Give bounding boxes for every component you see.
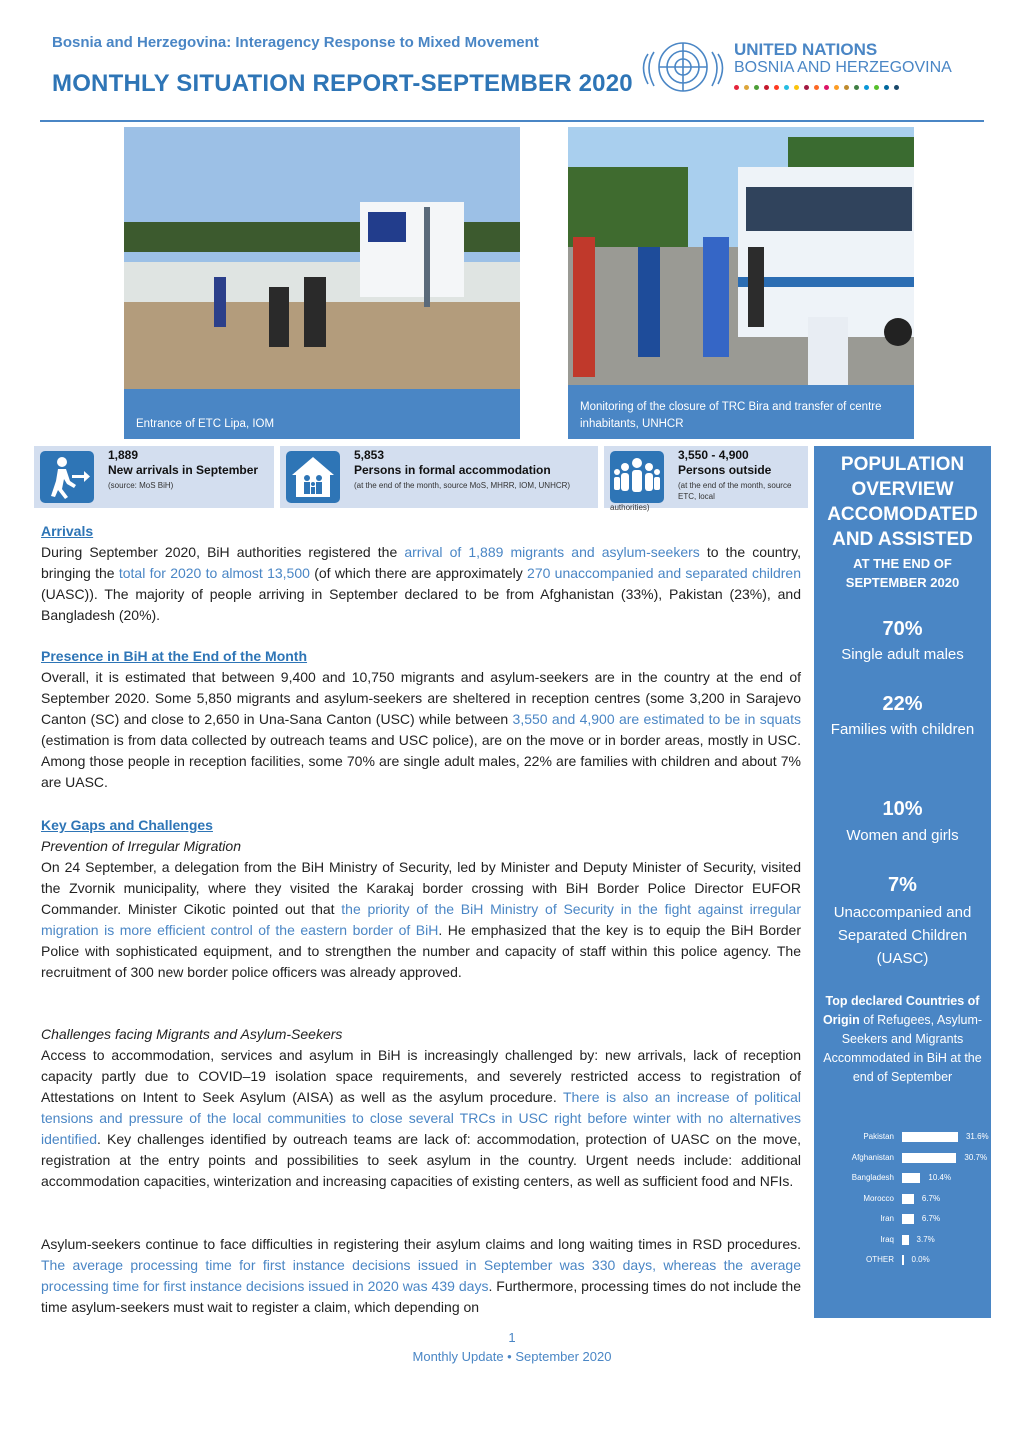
house-family-icon — [286, 451, 340, 503]
report-subtitle: Bosnia and Herzegovina: Interagency Response to Mixed Movement — [52, 34, 539, 51]
bar-category-label: Afghanistan — [851, 1152, 894, 1162]
photo-caption: Monitoring of the closure of TRC Bira and transfer of centre inhabitants, UNHCR — [580, 401, 882, 430]
stat-new-arrivals — [34, 446, 274, 508]
section-challenges — [41, 1024, 801, 1192]
paragraph: On 24 September, a delegation from the BiH Ministry of Security, led by Minister and Deputy Minister of Security, visited the Zvornik municipality, where they visited the Karakaj border crossing with BiH Border Police Director EUFOR Commander. Minister Cikotic pointed out that the priority of the BiH Ministry of Security in the fight against irregular migration is more efficient control of the eastern border of BiH. He emphasized that the key is to equip the BiH Border Police with sophisticated equipment, and to strengthen the number and capacity of staff within this police agency. The recruitment of 300 new border police officers was already approved. — [41, 859, 801, 980]
bar-category-label: Bangladesh — [851, 1173, 894, 1182]
section-heading: Presence in BiH at the End of the Month — [41, 648, 308, 664]
section-asylum — [41, 1234, 801, 1318]
footer-text: Monthly Update • September 2020 — [412, 1349, 612, 1364]
un-emblem-icon — [640, 32, 726, 102]
bar-category-label: Iraq — [880, 1234, 894, 1244]
stat-source-tail: authorities) — [610, 503, 650, 512]
bar-row — [814, 1253, 991, 1267]
bar-value-label: 10.4% — [928, 1173, 952, 1182]
page-number: 1 — [508, 1330, 516, 1345]
stat-persons-outside — [604, 446, 808, 512]
section-arrivals — [41, 521, 801, 626]
stat-percent: 10% — [882, 798, 923, 820]
bar — [902, 1194, 914, 1204]
stat-value: 3,550 - 4,900 — [678, 448, 749, 462]
paragraph: During September 2020, BiH authorities registered the arrival of 1,889 migrants and asylum-seekers to the country, bringing the total for 2020 to almost 13,500 (of which there are approximately 270 unaccompanied and separated children (UASC)). The majority of people arriving in September declared to be from Afghanistan (33%), Pakistan (23%), and Bangladesh (20%). — [41, 544, 802, 623]
stat-label: Women and girls — [846, 827, 959, 844]
population-overview-sidebar — [814, 446, 991, 1318]
stat-formal-accommodation — [280, 446, 598, 508]
bar — [902, 1173, 920, 1183]
photo-etc-lipa-image — [124, 127, 520, 389]
bar-value-label: 6.7% — [921, 1214, 941, 1223]
bar-value-label: 0.0% — [911, 1255, 930, 1264]
stat-value: 5,853 — [354, 448, 385, 462]
stat-label: Unaccompanied and Separated Children (UASC) — [833, 904, 972, 967]
bar-value-label: 3.7% — [916, 1234, 935, 1244]
paragraph: Asylum-seekers continue to face difficulties in registering their asylum claims and long waiting times in RSD procedures. The average processing time for first instance decisions issued in September was 330 days, whereas the average processing time for first instance decisions issued in 2020 was 439 days. Furthermore, processing times do not include the time asylum-seekers must wait to register a claim, which depending on — [41, 1236, 801, 1315]
group-people-icon — [610, 451, 664, 503]
paragraph: Overall, it is estimated that between 9,400 and 10,750 migrants and asylum-seekers are in the country at the end of September 2020. Some 5,850 migrants and asylum-seekers are sheltered in reception centres (some 3,200 in Sarajevo Canton (SC) and close to 2,650 in Una-Sana Canton (USC) while between 3,550 and 4,900 are estimated to be in squats (estimation is from data collected by outreach teams and USC police), are on the move or in border areas, mostly in USC. Among those people in reception facilities, some 70% are single adult males, 22% are families with children and about 7% are UASC. — [41, 669, 801, 790]
stat-percent: 22% — [882, 693, 923, 715]
stat-source: (source: MoS BiH) — [108, 481, 174, 490]
stat-label: Families with children — [830, 721, 975, 738]
sidebar-subtitle: AT THE END OF SEPTEMBER 2020 — [845, 556, 960, 590]
photo-trc-bira-image — [568, 127, 914, 385]
bar-value-label: 6.7% — [921, 1193, 941, 1203]
bar — [902, 1214, 914, 1224]
bar-category-label: Morocco — [863, 1193, 894, 1203]
section-presence — [41, 646, 801, 793]
section-heading: Key Gaps and Challenges — [41, 817, 213, 833]
bar-row — [814, 1171, 991, 1185]
photo-trc-bira — [568, 127, 914, 439]
bar-category-label: OTHER — [866, 1255, 894, 1264]
sdg-color-dots — [734, 85, 899, 90]
stat-label: Persons outside — [678, 463, 772, 477]
stat-source: (at the end of the month, source ETC, local — [678, 481, 792, 501]
bar-row — [814, 1130, 991, 1144]
bar — [902, 1255, 904, 1265]
stat-label: New arrivals in September — [108, 463, 259, 477]
bar-value-label: 30.7% — [964, 1152, 988, 1162]
bar — [902, 1153, 956, 1163]
photo-caption: Entrance of ETC Lipa, IOM — [136, 418, 275, 430]
stat-source: (at the end of the month, source MoS, MHRR, IOM, UNHCR) — [354, 481, 571, 490]
stat-percent: 70% — [882, 618, 923, 640]
sidebar-title: POPULATION OVERVIEW ACCOMODATED AND ASSISTED — [827, 454, 978, 550]
section-heading: Arrivals — [41, 523, 94, 539]
stat-label: Single adult males — [841, 646, 964, 663]
countries-bar-chart — [814, 1130, 991, 1280]
bar-value-label: 31.6% — [965, 1132, 989, 1141]
bar — [902, 1132, 958, 1142]
bar — [902, 1235, 909, 1245]
subheading: Prevention of Irregular Migration — [41, 838, 241, 854]
subheading: Challenges facing Migrants and Asylum-Seekers — [41, 1026, 343, 1042]
photo-etc-lipa — [124, 127, 520, 439]
bar-row — [814, 1151, 991, 1165]
section-gaps — [41, 815, 801, 983]
walking-arrow-icon — [40, 451, 94, 503]
countries-caption: Top declared Countries of Origin of Refugees, Asylum-Seekers and Migrants Accommodated in BiH at the end of September — [822, 994, 983, 1084]
stat-label: Persons in formal accommodation — [354, 463, 551, 477]
bar-category-label: Pakistan — [863, 1132, 894, 1141]
bar-row — [814, 1212, 991, 1226]
bar-row — [814, 1192, 991, 1206]
org-subname: BOSNIA AND HERZEGOVINA — [734, 59, 952, 76]
bar-category-label: Iran — [880, 1214, 894, 1223]
org-name: UNITED NATIONS — [734, 40, 878, 59]
stat-value: 1,889 — [108, 448, 139, 462]
header-rule — [40, 120, 984, 122]
bar-row — [814, 1233, 991, 1247]
paragraph: Access to accommodation, services and asylum in BiH is increasingly challenged by: new arrivals, lack of reception capacity partly due to COVID–19 isolation space requirements, and severely restricted access to registration of Attestations on Intent to Seek Asylum (AISA) as well as the asylum procedure. There is also an increase of political tensions and pressure of the local communities to close several TRCs in USC right before winter with no alternatives identified. Key challenges identified by outreach teams are lack of: accommodation, protection of UASC on the move, registration at the entry points and possibilities to seek asylum in the country. Urgent needs include: additional accommodation capacities, winterization and increasing capacities of existing centers, as well as sufficient food and NFIs. — [41, 1047, 802, 1189]
report-title: MONTHLY SITUATION REPORT-SEPTEMBER 2020 — [52, 70, 633, 97]
stat-percent: 7% — [888, 874, 917, 896]
